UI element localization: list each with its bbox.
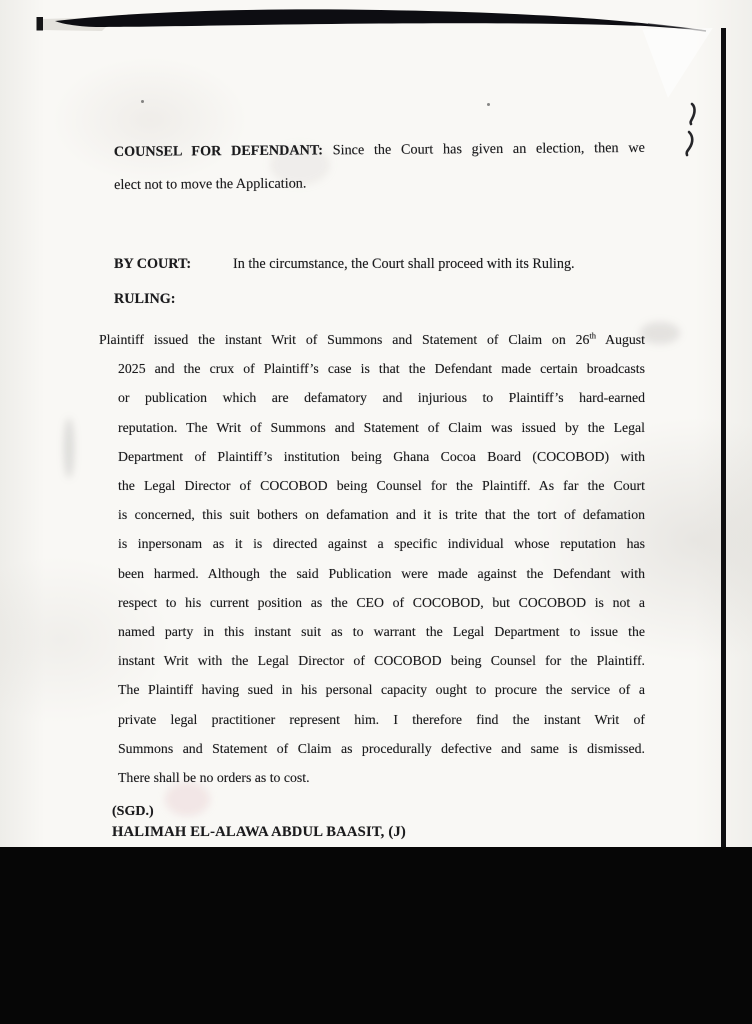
text-line	[118, 705, 645, 734]
bold-text-run: COUNSEL FOR DEFENDANT:	[113, 142, 324, 161]
scan-edge-vertical-line	[721, 28, 726, 847]
text-line	[118, 588, 645, 617]
by-court-text: In the circumstance, the Court shall proceed with its Ruling.	[233, 256, 575, 272]
judge-name: HALIMAH EL-ALAWA ABDUL BAASIT, (J)	[112, 824, 406, 840]
text-line	[118, 500, 645, 529]
text-run: is concerned, this suit bothers on defamation and it is trite that the tort of defamation	[118, 507, 645, 523]
pen-marks	[680, 98, 710, 160]
text-line	[99, 325, 645, 354]
scan-bottom-black-band	[0, 847, 752, 1024]
text-line	[114, 165, 645, 202]
text-run: elect not to move the Application.	[114, 175, 307, 193]
text-run: respect to his current position as the CEO of COCOBOD, but COCOBOD is not a	[118, 594, 645, 610]
text-run: 2025 and the crux of Plaintiff’s case is that the Defendant made certain broadcasts	[118, 361, 645, 377]
text-line	[118, 559, 645, 588]
counsel-for-defendant-paragraph	[114, 132, 646, 202]
text-run: private legal practitioner represent him. I therefore find the instant Writ of	[118, 711, 645, 727]
text-run: Department of Plaintiff’s institution being Ghana Cocoa Board (COCOBOD) with	[118, 448, 645, 464]
text-run: named party in this instant suit as to warrant the Legal Department to issue the	[118, 624, 645, 640]
text-line	[118, 675, 645, 704]
text-line	[118, 383, 645, 412]
pen-mark-lower	[687, 132, 693, 155]
text-run: the Legal Director of COCOBOD being Counsel for the Plaintiff. As far the Court	[118, 478, 645, 494]
text-run: been harmed. Although the said Publication were made against the Defendant with	[118, 565, 645, 581]
text-run: Plaintiff issued the instant Writ of Summons and Statement of Claim on 26th August	[99, 330, 645, 347]
text-line	[118, 646, 645, 675]
text-line	[118, 471, 645, 500]
text-line	[118, 617, 645, 646]
text-run: or publication which are defamatory and injurious to Plaintiff’s hard-earned	[118, 390, 645, 406]
paper-glare-patch	[636, 28, 716, 98]
stray-ink-dot	[487, 103, 490, 106]
ruling-body-paragraph	[99, 325, 645, 792]
text-run: The Plaintiff having sued in his personal capacity ought to procure the service of a	[118, 682, 645, 698]
text-line	[114, 132, 645, 169]
text-line	[118, 354, 645, 383]
top-ink-streak-artifact	[0, 0, 752, 46]
by-court-label: BY COURT:	[114, 256, 192, 272]
text-line	[118, 734, 645, 763]
left-tick-mark	[37, 17, 44, 31]
text-run: There shall be no orders as to cost.	[118, 770, 310, 786]
text-run: Since the Court has given an election, then we	[322, 139, 645, 159]
text-line	[118, 763, 645, 792]
stray-ink-dot	[141, 100, 144, 103]
signature-sgd: (SGD.)	[112, 804, 154, 819]
text-line	[118, 529, 645, 558]
text-run: reputation. The Writ of Summons and Statement of Claim was issued by the Legal	[118, 419, 645, 435]
ink-streak-shape	[55, 9, 703, 30]
text-run: instant Writ with the Legal Director of COCOBOD being Counsel for the Plaintiff.	[118, 653, 645, 669]
scan-smudge	[640, 322, 680, 344]
pen-mark-upper	[691, 104, 695, 124]
scan-smudge	[64, 418, 74, 478]
ruling-heading: RULING:	[114, 291, 176, 307]
text-line	[118, 442, 645, 471]
by-court-line	[114, 254, 654, 274]
text-run: Summons and Statement of Claim as procedurally defective and same is dismissed.	[118, 740, 645, 756]
text-line	[118, 413, 645, 442]
text-run: is inpersonam as it is directed against a specific individual whose reputation has	[118, 536, 645, 552]
